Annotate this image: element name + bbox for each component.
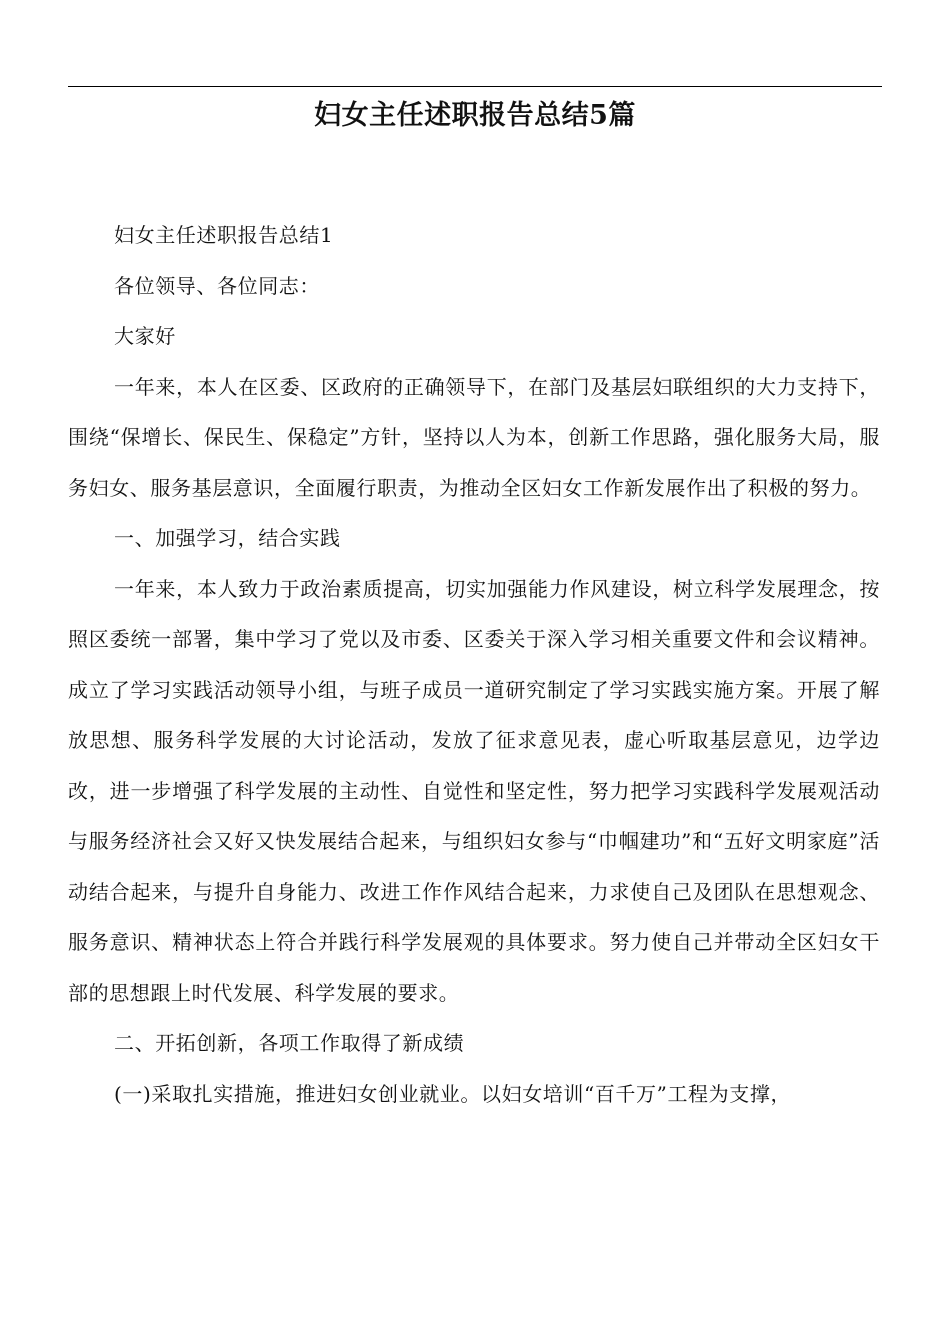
greeting: 大家好 (114, 324, 176, 348)
subsection-heading: 二、开拓创新，各项工作取得了新成绩 (114, 1031, 465, 1055)
body-paragraph: 一年来，本人致力于政治素质提高，切实加强能力作风建设，树立科学发展理念，按照区委统一部署，集中学习了党以及市委、区委关于深入学习相关重要文件和会议精神。成立了学习实践活动领导小组，与班子成员一道研究制定了学习实践实施方案。开展了解放思想、服务科学发展的大讨论活动，发放了征求意见表，虚心听取基层意见，边学边改，进一步增强了科学发展的主动性、自觉性和坚定性，努力把学习实践科学发展观活动与服务经济社会又好又快发展结合起来，与组织妇女参与“巾帼建功”和“五好文明家庭”活动结合起来，与提升自身能力、改进工作作风结合起来，力求使自己及团队在思想观念、服务意识、精神状态上符合并践行科学发展观的具体要求。努力使自己并带动全区妇女干部的思想跟上时代发展、科学发展的要求。 (68, 576, 880, 1005)
body-paragraph: (一)采取扎实措施，推进妇女创业就业。以妇女培训“百千万”工程为支撑， (114, 1081, 792, 1106)
body-paragraph: 一年来，本人在区委、区政府的正确领导下，在部门及基层妇联组织的大力支持下，围绕“保增长、保民生、保稳定”方针，坚持以人为本，创新工作思路，强化服务大局，服务妇女、服务基层意识，全面履行职责，为推动全区妇女工作新发展作出了积极的努力。 (68, 374, 880, 500)
document-title: 妇女主任述职报告总结5篇 (314, 100, 636, 131)
header-rule (68, 86, 882, 87)
salutation: 各位领导、各位同志： (114, 273, 320, 298)
section-heading: 妇女主任述职报告总结1 (114, 223, 334, 247)
document-body (68, 210, 880, 1119)
subsection-heading: 一、加强学习，结合实践 (114, 526, 341, 550)
